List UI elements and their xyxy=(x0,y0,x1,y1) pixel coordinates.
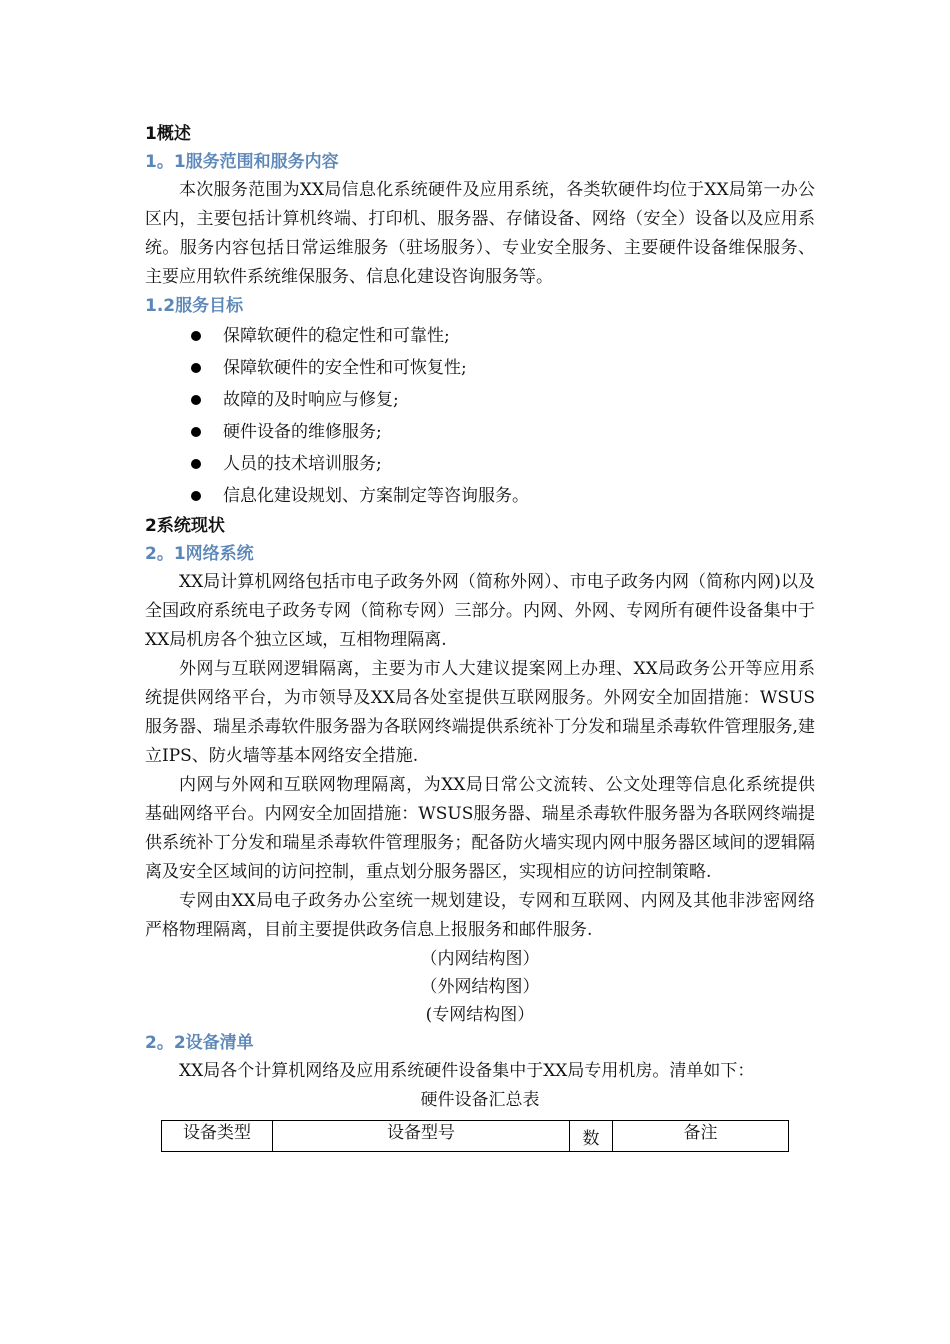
network-paragraph-2: 外网与互联网逻辑隔离，主要为市人大建议提案网上办理、XX局政务公开等应用系统提供网络平台，为市领导及XX局各处室提供互联网服务。外网安全加固措施：WSUS服务器、瑞星杀毒软件服务器为各联网终端提供系统补丁分发和瑞星杀毒软件管理服务,建立IPS、防火墙等基本网络安全措施. xyxy=(145,659,815,766)
figure-caption-private-network: (专网结构图） xyxy=(425,1005,535,1025)
section-2-1-heading: 2。1网络系统 xyxy=(145,544,254,564)
equipment-intro-paragraph: XX局各个计算机网络及应用系统硬件设备集中于XX局专用机房。清单如下： xyxy=(179,1061,755,1081)
section-1-heading: 1概述 xyxy=(145,124,191,144)
network-paragraph-4: 专网由XX局电子政务办公室统一规划建设，专网和互联网、内网及其他非涉密网络严格物理隔离，目前主要提供政务信息上报服务和邮件服务. xyxy=(145,891,815,940)
list-item: 保障软硬件的安全性和可恢复性; xyxy=(145,352,815,384)
list-item: 故障的及时响应与修复; xyxy=(145,384,815,416)
header-device-model: 设备型号 xyxy=(273,1121,570,1152)
list-item: 人员的技术培训服务; xyxy=(145,448,815,480)
section-1-1-heading: 1。1服务范围和服务内容 xyxy=(145,152,339,172)
bullet-icon xyxy=(191,459,201,469)
header-quantity: 数 xyxy=(570,1121,613,1152)
header-remarks: 备注 xyxy=(613,1121,789,1152)
service-goals-list xyxy=(145,320,815,512)
document-page xyxy=(145,120,815,1154)
section-1-2-heading: 1.2服务目标 xyxy=(145,296,244,316)
bullet-icon xyxy=(191,331,201,341)
list-item: 保障软硬件的稳定性和可靠性; xyxy=(145,320,815,352)
table-header-row xyxy=(162,1121,789,1152)
bullet-icon xyxy=(191,427,201,437)
network-paragraph-3: 内网与外网和互联网物理隔离，为XX局日常公文流转、公文处理等信息化系统提供基础网络平台。内网安全加固措施：WSUS服务器、瑞星杀毒软件服务器为各联网终端提供系统补丁分发和瑞星杀毒软件管理服务；配备防火墙实现内网中服务器区域间的逻辑隔离及安全区域间的访问控制，重点划分服务器区，实现相应的访问控制策略. xyxy=(145,775,815,882)
figure-caption-extranet: （外网结构图） xyxy=(420,977,540,997)
section-2-2-heading: 2。2设备清单 xyxy=(145,1033,254,1053)
list-item: 信息化建设规划、方案制定等咨询服务。 xyxy=(145,480,815,512)
bullet-icon xyxy=(191,363,201,373)
list-item: 硬件设备的维修服务; xyxy=(145,416,815,448)
bullet-icon xyxy=(191,395,201,405)
hardware-summary-table xyxy=(161,1120,789,1152)
table-title: 硬件设备汇总表 xyxy=(420,1090,540,1110)
table-wrapper xyxy=(145,1114,815,1154)
header-device-type: 设备类型 xyxy=(162,1121,273,1152)
bullet-icon xyxy=(191,491,201,501)
section-2-heading: 2系统现状 xyxy=(145,516,225,536)
section-1-1-paragraph: 本次服务范围为XX局信息化系统硬件及应用系统，各类软硬件均位于XX局第一办公区内，主要包括计算机终端、打印机、服务器、存储设备、网络（安全）设备以及应用系统。服务内容包括日常运维服务（驻场服务）、专业安全服务、主要硬件设备维保服务、主要应用软件系统维保服务、信息化建设咨询服务等。 xyxy=(145,180,815,287)
figure-caption-intranet: （内网结构图） xyxy=(420,949,540,969)
network-paragraph-1: XX局计算机网络包括市电子政务外网（简称外网）、市电子政务内网（简称内网)以及全国政府系统电子政务专网（简称专网）三部分。内网、外网、专网所有硬件设备集中于XX局机房各个独立区域，互相物理隔离. xyxy=(145,572,815,650)
